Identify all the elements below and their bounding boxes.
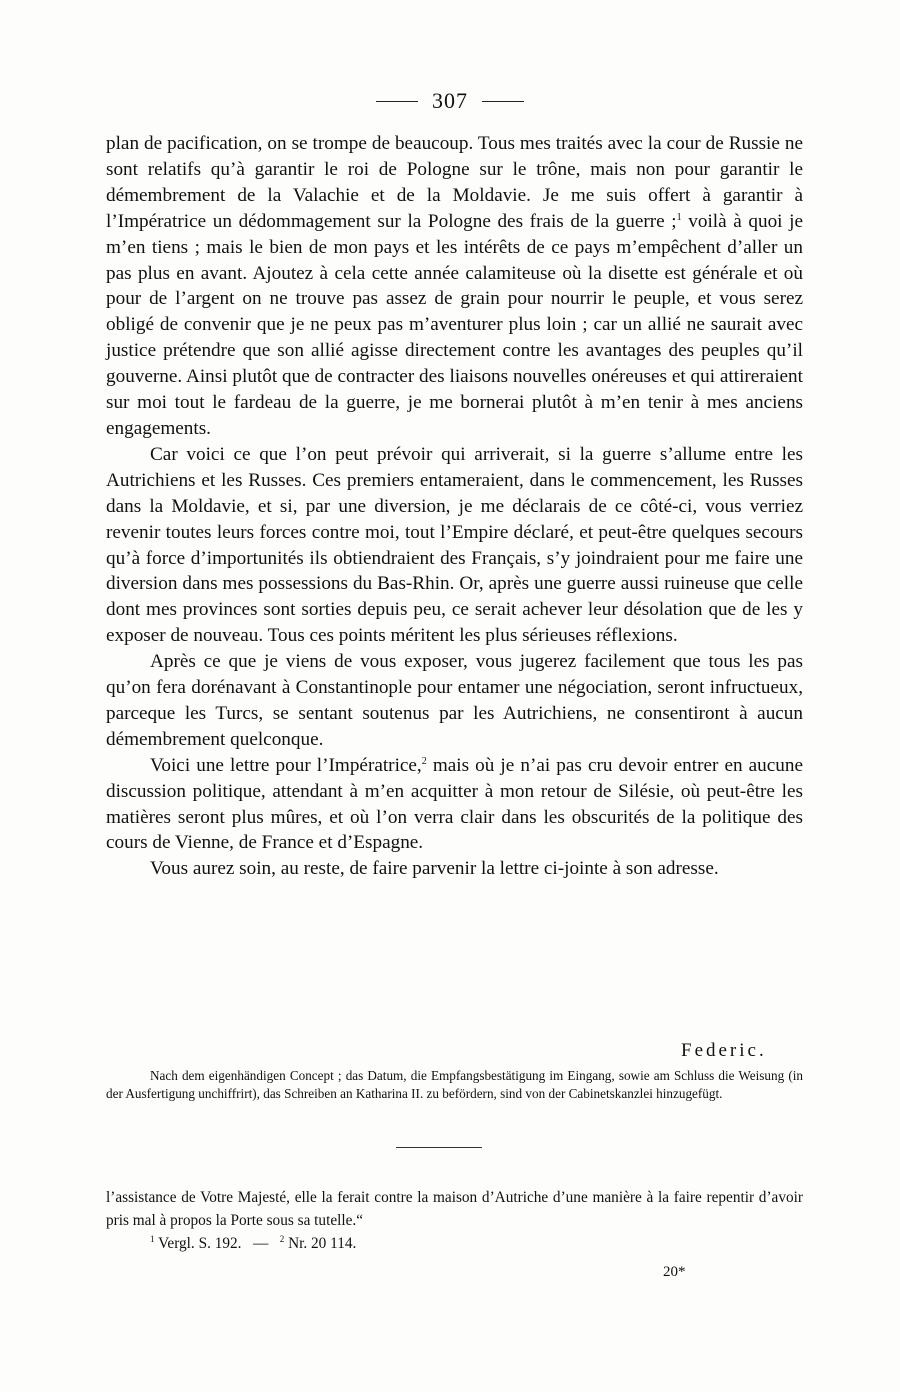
printer-signature-mark: 20* <box>663 1264 686 1280</box>
header-rule-right <box>482 101 524 102</box>
footnote-ref-1-mark: 1 <box>150 1234 155 1244</box>
paragraph-4: Voici une lettre pour l’Impératrice,$^2$ mais où je n’ai pas cru devoir entrer en aucune discussion politique, attendant à m’en acquitter à mon retour de Silésie, où peut-être les matières seront plus mûres, et où l’on verra clair dans les obscurités de la politique des cours de Vienne, de France et d’Espagne. <box>106 754 803 854</box>
main-text <box>106 131 803 882</box>
footnote-ref-1: Vergl. S. 192. <box>158 1235 242 1252</box>
footnote-ref-2-mark: 2 <box>279 1234 285 1244</box>
header-rule-left <box>376 101 418 102</box>
paragraph-2: Car voici ce que l’on peut prévoir qui arriverait, si la guerre s’allume entre les Autrichiens et les Russes. Ces premiers entameraient, dans le commencement, les Russes dans la Moldavie, et si, par une diversion, je me déclarais de ce côté-ci, vous verriez revenir toutes leurs forces contre moi, tout l’Empire déclaré, et peut-être quelques secours qu’à force d’importunités ils obtiendraient des Français, s’y joindraient pour me faire une diversion dans mes possessions du Bas-Rhin. Or, après une guerre aussi ruineuse que celle dont mes provinces sont sorties depuis peu, ce serait achever leur désolation que de les y exposer de nouveau. Tous ces points méritent les plus sérieuses réflexions. <box>106 443 803 647</box>
signature: Federic. <box>681 1040 767 1061</box>
footnote-separator: — <box>252 1235 269 1252</box>
footnotes <box>106 1186 803 1255</box>
footnote-continuation: l’assistance de Votre Majesté, elle la ferait contre la maison d’Autriche d’une manière à la faire repentir d’avoir pris mal à propos la Porte sous sa tutelle.“ <box>106 1189 803 1229</box>
paragraph-3: Après ce que je viens de vous exposer, vous jugerez facilement que tous les pas qu’on fera dorénavant à Constantinople pour entamer une négociation, seront infructueux, parceque les Turcs, se sentant soutenus par les Autrichiens, ne consentiront à aucun démembrement quelconque. <box>106 651 803 750</box>
footnote-mark-1: 1 <box>676 211 682 223</box>
page-number: 307 <box>432 88 468 113</box>
source-note: Nach dem eigenhändigen Concept ; das Datum, die Empfangsbestätigung im Eingang, sowie am Schluss die Weisung (in der Ausfertigung unchiffrirt), das Schreiben an Katharina II. zu befördern, sind von der Cabinetskanzlei hinzugefügt. <box>106 1068 803 1101</box>
page-header <box>0 84 900 118</box>
footnote-mark-2: 2 <box>421 755 427 767</box>
footnote-references <box>106 1232 803 1255</box>
paragraph-5: Vous aurez soin, au reste, de faire parvenir la lettre ci-jointe à son adresse. <box>150 858 719 880</box>
footnote-ref-2: Nr. 20 114. <box>288 1235 357 1252</box>
paragraph-1: plan de pacification, on se trompe de beaucoup. Tous mes traités avec la cour de Russie ne sont relatifs qu’à garantir le roi de Pologne sur le trône, mais non pour garantir le démembrement de la Valachie et de la Moldavie. Je me suis offert à garantir à l’Impératrice un dédommagement sur la Pologne des frais de la guerre ;$^1$ voilà à quoi je m’en tiens ; mais le bien de mon pays et les intérêts de ce pays m’empêchent d’aller un pas plus en avant. Ajoutez à cela cette année calamiteuse où la disette est générale et où pour de l’argent on ne trouve pas assez de grain pour nourrir le peuple, et vous serez obligé de convenir que je ne peux pas m’aventurer plus loin ; car un allié ne saurait avec justice prétendre que son allié agisse directement contre les avantages des peuples qu’il gouverne. Ainsi plutôt que de contracter des liaisons nouvelles onéreuses et qui attireraient sur moi tout le fardeau de la guerre, je me bornerai plutôt à m’en tenir à mes anciens engagements. <box>106 133 803 439</box>
footnote-divider <box>396 1147 482 1148</box>
